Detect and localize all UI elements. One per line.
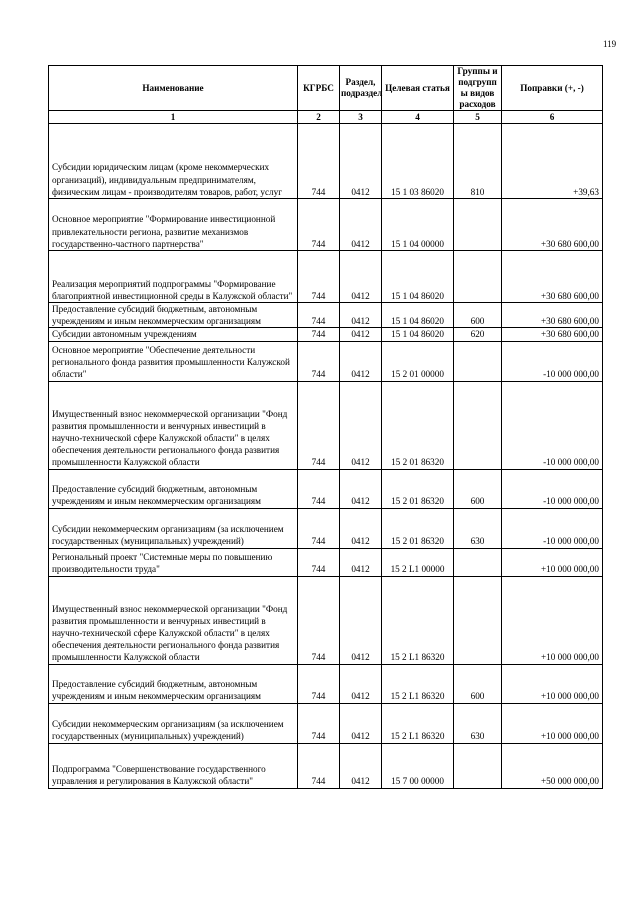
cell-target: 15 2 L1 86320 (382, 664, 454, 703)
cell-kgrbs: 744 (298, 381, 340, 469)
cell-kgrbs: 744 (298, 548, 340, 576)
column-number-row (49, 111, 603, 124)
table-row (49, 124, 603, 199)
table-row (49, 664, 603, 703)
table-body (49, 124, 603, 789)
cell-section: 0412 (340, 548, 382, 576)
cell-kgrbs: 744 (298, 341, 340, 381)
cell-kgrbs: 744 (298, 199, 340, 251)
cell-name: Предоставление субсидий бюджетным, автономным учреждениям и иным некоммерческим организациям (49, 303, 298, 328)
table-row (49, 743, 603, 788)
cell-amount: +10 000 000,00 (502, 576, 603, 664)
cell-section: 0412 (340, 576, 382, 664)
cell-amount: +30 680 600,00 (502, 303, 603, 328)
cell-kgrbs: 744 (298, 469, 340, 508)
table-row (49, 381, 603, 469)
cell-amount: +10 000 000,00 (502, 548, 603, 576)
cell-group (454, 381, 502, 469)
cell-kgrbs: 744 (298, 508, 340, 548)
cell-amount: -10 000 000,00 (502, 341, 603, 381)
cell-amount: +50 000 000,00 (502, 743, 603, 788)
cell-target: 15 2 L1 86320 (382, 576, 454, 664)
cell-amount: +30 680 600,00 (502, 251, 603, 303)
cell-kgrbs: 744 (298, 303, 340, 328)
cell-name: Субсидии автономным учреждениям (49, 328, 298, 341)
cell-name: Имущественный взнос некоммерческой организации "Фонд развития промышленности и венчурных инвестиций в научно-технической сфере Калужской области" в целях обеспечения деятельности регионального фонда развития промышленности Калужской области (49, 381, 298, 469)
cell-group (454, 576, 502, 664)
cell-amount: +10 000 000,00 (502, 703, 603, 743)
header-section: Раздел, подраздел (340, 66, 382, 111)
table-row (49, 328, 603, 341)
cell-section: 0412 (340, 469, 382, 508)
table-row (49, 508, 603, 548)
cell-group: 600 (454, 469, 502, 508)
cell-name: Реализация мероприятий подпрограммы "Формирование благоприятной инвестиционной среды в Калужской области" (49, 251, 298, 303)
cell-kgrbs: 744 (298, 576, 340, 664)
cell-section: 0412 (340, 703, 382, 743)
cell-amount: -10 000 000,00 (502, 469, 603, 508)
cell-target: 15 1 03 86020 (382, 124, 454, 199)
cell-group: 620 (454, 328, 502, 341)
cell-name: Предоставление субсидий бюджетным, автономным учреждениям и иным некоммерческим организациям (49, 664, 298, 703)
cell-amount: -10 000 000,00 (502, 381, 603, 469)
header-groups: Группы и подгрупп ы видов расходов (454, 66, 502, 111)
cell-name: Основное мероприятие "Формирование инвестиционной привлекательности региона, развитие механизмов государственно-частного партнерства" (49, 199, 298, 251)
cell-amount: +39,63 (502, 124, 603, 199)
cell-target: 15 1 04 86020 (382, 328, 454, 341)
table-row (49, 303, 603, 328)
cell-section: 0412 (340, 303, 382, 328)
cell-group (454, 548, 502, 576)
cell-group (454, 199, 502, 251)
table-row (49, 469, 603, 508)
table-row (49, 199, 603, 251)
column-number: 2 (298, 111, 340, 124)
table-row (49, 251, 603, 303)
cell-group: 630 (454, 703, 502, 743)
cell-target: 15 2 01 00000 (382, 341, 454, 381)
column-number: 3 (340, 111, 382, 124)
cell-section: 0412 (340, 508, 382, 548)
header-name: Наименование (49, 66, 298, 111)
cell-group: 600 (454, 664, 502, 703)
cell-target: 15 7 00 00000 (382, 743, 454, 788)
cell-section: 0412 (340, 743, 382, 788)
column-number: 4 (382, 111, 454, 124)
table-row (49, 576, 603, 664)
table-row (49, 703, 603, 743)
cell-kgrbs: 744 (298, 328, 340, 341)
cell-kgrbs: 744 (298, 703, 340, 743)
cell-section: 0412 (340, 381, 382, 469)
header-row (49, 66, 603, 111)
cell-target: 15 1 04 86020 (382, 251, 454, 303)
cell-group (454, 341, 502, 381)
cell-group: 600 (454, 303, 502, 328)
cell-group: 630 (454, 508, 502, 548)
cell-section: 0412 (340, 341, 382, 381)
cell-target: 15 1 04 86020 (382, 303, 454, 328)
cell-section: 0412 (340, 199, 382, 251)
cell-name: Предоставление субсидий бюджетным, автономным учреждениям и иным некоммерческим организациям (49, 469, 298, 508)
cell-name: Региональный проект "Системные меры по повышению производительности труда" (49, 548, 298, 576)
cell-target: 15 2 L1 00000 (382, 548, 454, 576)
cell-group (454, 251, 502, 303)
header-target: Целевая статья (382, 66, 454, 111)
header-kgrbs: КГРБС (298, 66, 340, 111)
cell-kgrbs: 744 (298, 251, 340, 303)
cell-target: 15 2 01 86320 (382, 469, 454, 508)
cell-name: Субсидии некоммерческим организациям (за исключением государственных (муниципальных) учреждений) (49, 703, 298, 743)
cell-name: Субсидии некоммерческим организациям (за исключением государственных (муниципальных) учреждений) (49, 508, 298, 548)
cell-section: 0412 (340, 664, 382, 703)
column-number: 5 (454, 111, 502, 124)
cell-target: 15 1 04 00000 (382, 199, 454, 251)
page-number: 119 (603, 39, 617, 49)
header-amendments: Поправки (+, -) (502, 66, 603, 111)
cell-name: Субсидии юридическим лицам (кроме некоммерческих организаций), индивидуальным предпринимателям, физическим лицам - производителям товаров, работ, услуг (49, 124, 298, 199)
cell-target: 15 2 L1 86320 (382, 703, 454, 743)
cell-kgrbs: 744 (298, 124, 340, 199)
cell-section: 0412 (340, 328, 382, 341)
cell-section: 0412 (340, 124, 382, 199)
cell-amount: -10 000 000,00 (502, 508, 603, 548)
cell-name: Имущественный взнос некоммерческой организации "Фонд развития промышленности и венчурных инвестиций в научно-технической сфере Калужской области" в целях обеспечения деятельности регионального фонда развития промышленности Калужской области (49, 576, 298, 664)
column-number: 1 (49, 111, 298, 124)
cell-group: 810 (454, 124, 502, 199)
table-row (49, 341, 603, 381)
cell-name: Основное мероприятие "Обеспечение деятельности регионального фонда развития промышленности Калужской области" (49, 341, 298, 381)
cell-amount: +30 680 600,00 (502, 199, 603, 251)
cell-group (454, 743, 502, 788)
cell-kgrbs: 744 (298, 664, 340, 703)
budget-table (48, 65, 603, 789)
cell-target: 15 2 01 86320 (382, 508, 454, 548)
cell-target: 15 2 01 86320 (382, 381, 454, 469)
cell-section: 0412 (340, 251, 382, 303)
cell-name: Подпрограмма "Совершенствование государственного управления и регулирования в Калужской области" (49, 743, 298, 788)
table-row (49, 548, 603, 576)
cell-amount: +30 680 600,00 (502, 328, 603, 341)
cell-kgrbs: 744 (298, 743, 340, 788)
column-number: 6 (502, 111, 603, 124)
cell-amount: +10 000 000,00 (502, 664, 603, 703)
